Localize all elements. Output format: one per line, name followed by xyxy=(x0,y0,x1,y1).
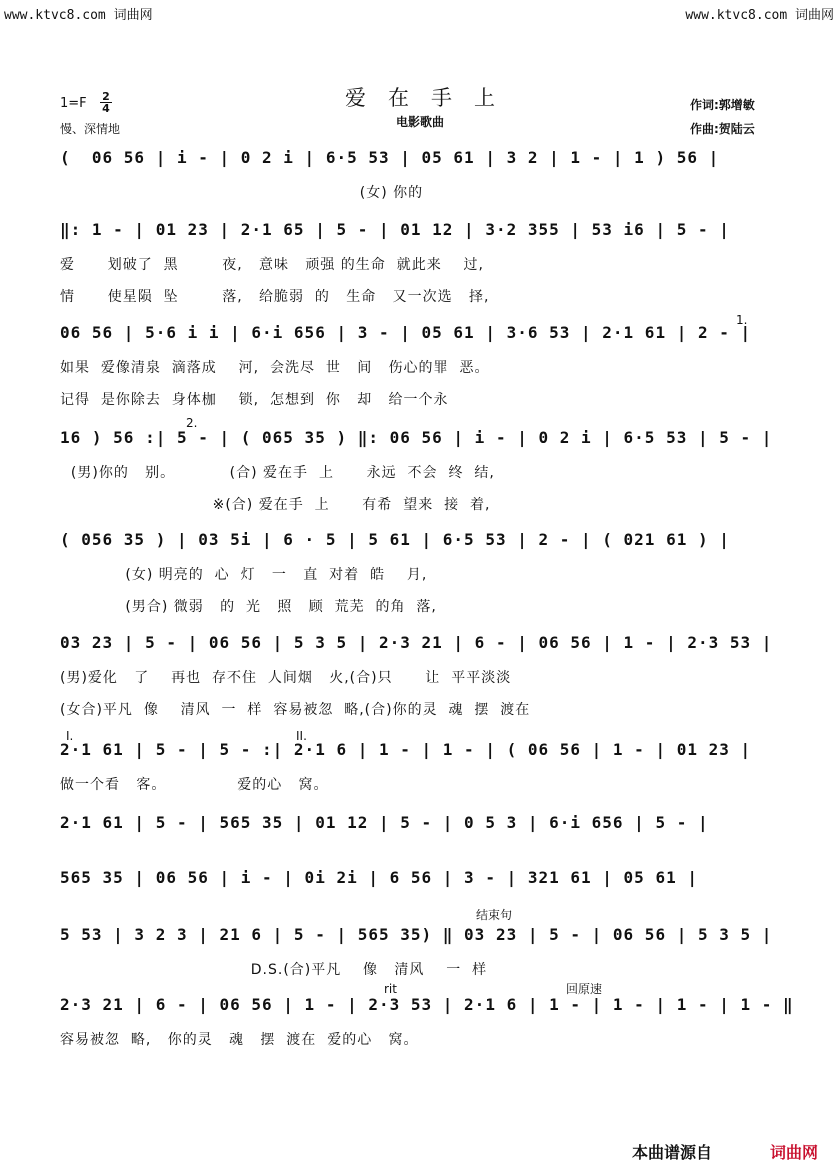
notation-line: 2·1 61 | 5 - | 565 35 | 01 12 | 5 - | 0 5 3 | 6·i 656 | 5 - | xyxy=(60,813,709,832)
notation-line: 03 23 | 5 - | 06 56 | 5 3 5 | 2·3 21 | 6 - | 06 56 | 1 - | 2·3 53 | xyxy=(60,633,773,652)
lyric-line: (女合)平凡 像 清风 一 样 容易被忽 略,(合)你的灵 魂 摆 渡在 xyxy=(60,702,531,718)
song-title: 爱在手上 xyxy=(345,86,517,110)
footer-source: 本曲谱源自 xyxy=(632,1143,713,1162)
a-tempo-mark: 回原速 xyxy=(566,982,603,996)
volta-2-mark: 2. xyxy=(186,416,198,430)
time-bottom: 4 xyxy=(102,102,110,115)
lyric-line: (男)爱化 了 再也 存不住 人间烟 火,(合)只 让 平平淡淡 xyxy=(60,670,512,686)
notation-line: 5 53 | 3 2 3 | 21 6 | 5 - | 565 35) ‖ 03 23 | 5 - | 06 56 | 5 3 5 | xyxy=(60,925,773,944)
lyric-line: (男)你的 别。 (合) 爱在手 上 永远 不会 终 结, xyxy=(60,465,495,481)
lyricist-credit: 作词:郭增敏 xyxy=(690,98,755,112)
lyric-line: ※(合) 爱在手 上 有希 望来 接 着, xyxy=(60,497,491,513)
rit-mark: rit xyxy=(384,982,397,996)
lyric-line: 记得 是你除去 身体枷 锁, 怎想到 你 却 给一个永 xyxy=(60,392,449,408)
key-signature: 1=F xyxy=(60,96,87,111)
lyric-line: (男合) 微弱 的 光 照 顾 荒芜 的角 落, xyxy=(60,599,437,615)
notation-line: ( 056 35 ) | 03 5i | 6 · 5 | 5 61 | 6·5 53 | 2 - | ( 021 61 ) | xyxy=(60,530,730,549)
notation-line: 06 56 | 5·6 i i | 6·i 656 | 3 - | 05 61 | 3·6 53 | 2·1 61 | 2 - | xyxy=(60,323,752,342)
coda-mark: 结束句 xyxy=(476,908,513,922)
song-subtitle: 电影歌曲 xyxy=(396,115,445,129)
notation-line: ( 06 56 | i - | 0 2 i | 6·5 53 | 05 61 | 3 2 | 1 - | 1 ) 56 | xyxy=(60,148,720,167)
lyric-line: D.S.(合)平凡 像 清风 一 样 xyxy=(60,962,488,978)
lyric-line: 爱 划破了 黑 夜, 意味 顽强 的生命 就此来 过, xyxy=(60,257,484,273)
lyric-line: (女) 你的 xyxy=(60,185,424,201)
lyric-line: 情 使星陨 坠 落, 给脆弱 的 生命 又一次选 择, xyxy=(60,289,490,305)
notation-line: 2·3 21 | 6 - | 06 56 | 1 - | 2·3 53 | 2·1 6 | 1 - | 1 - | 1 - | 1 - ‖ xyxy=(60,995,794,1014)
footer-brand: 词曲网 xyxy=(770,1143,819,1162)
notation-line: 16 ) 56 :| 5 - | ( 065 35 ) ‖: 06 56 | i - | 0 2 i | 6·5 53 | 5 - | xyxy=(60,428,773,447)
lyric-line: (女) 明亮的 心 灯 一 直 对着 皓 月, xyxy=(60,567,428,583)
lyric-line: 做一个看 客。 爱的心 窝。 xyxy=(60,777,329,793)
volta-1-mark: 1. xyxy=(736,313,748,327)
site-watermark-right: www.ktvc8.com 词曲网 xyxy=(685,8,834,23)
notation-line: 565 35 | 06 56 | i - | 0i 2i | 6 56 | 3 - | 321 61 | 05 61 | xyxy=(60,868,698,887)
lyric-line: 如果 爱像清泉 滴落成 河, 会洗尽 世 间 伤心的罪 恶。 xyxy=(60,360,490,376)
lyric-line: 容易被忽 略, 你的灵 魂 摆 渡在 爱的心 窝。 xyxy=(60,1032,419,1048)
volta-1b-mark: I. xyxy=(66,729,74,743)
volta-2b-mark: II. xyxy=(296,729,307,743)
notation-line: ‖: 1 - | 01 23 | 2·1 65 | 5 - | 01 12 | 3·2 355 | 53 i6 | 5 - | xyxy=(60,220,730,239)
site-watermark-left: www.ktvc8.com 词曲网 xyxy=(4,8,153,23)
time-signature xyxy=(100,91,112,114)
tempo-marking: 慢、深情地 xyxy=(60,122,121,136)
notation-line: 2·1 61 | 5 - | 5 - :| 2·1 6 | 1 - | 1 - | ( 06 56 | 1 - | 01 23 | xyxy=(60,740,752,759)
composer-credit: 作曲:贺陆云 xyxy=(690,122,755,136)
time-top: 2 xyxy=(102,90,110,103)
